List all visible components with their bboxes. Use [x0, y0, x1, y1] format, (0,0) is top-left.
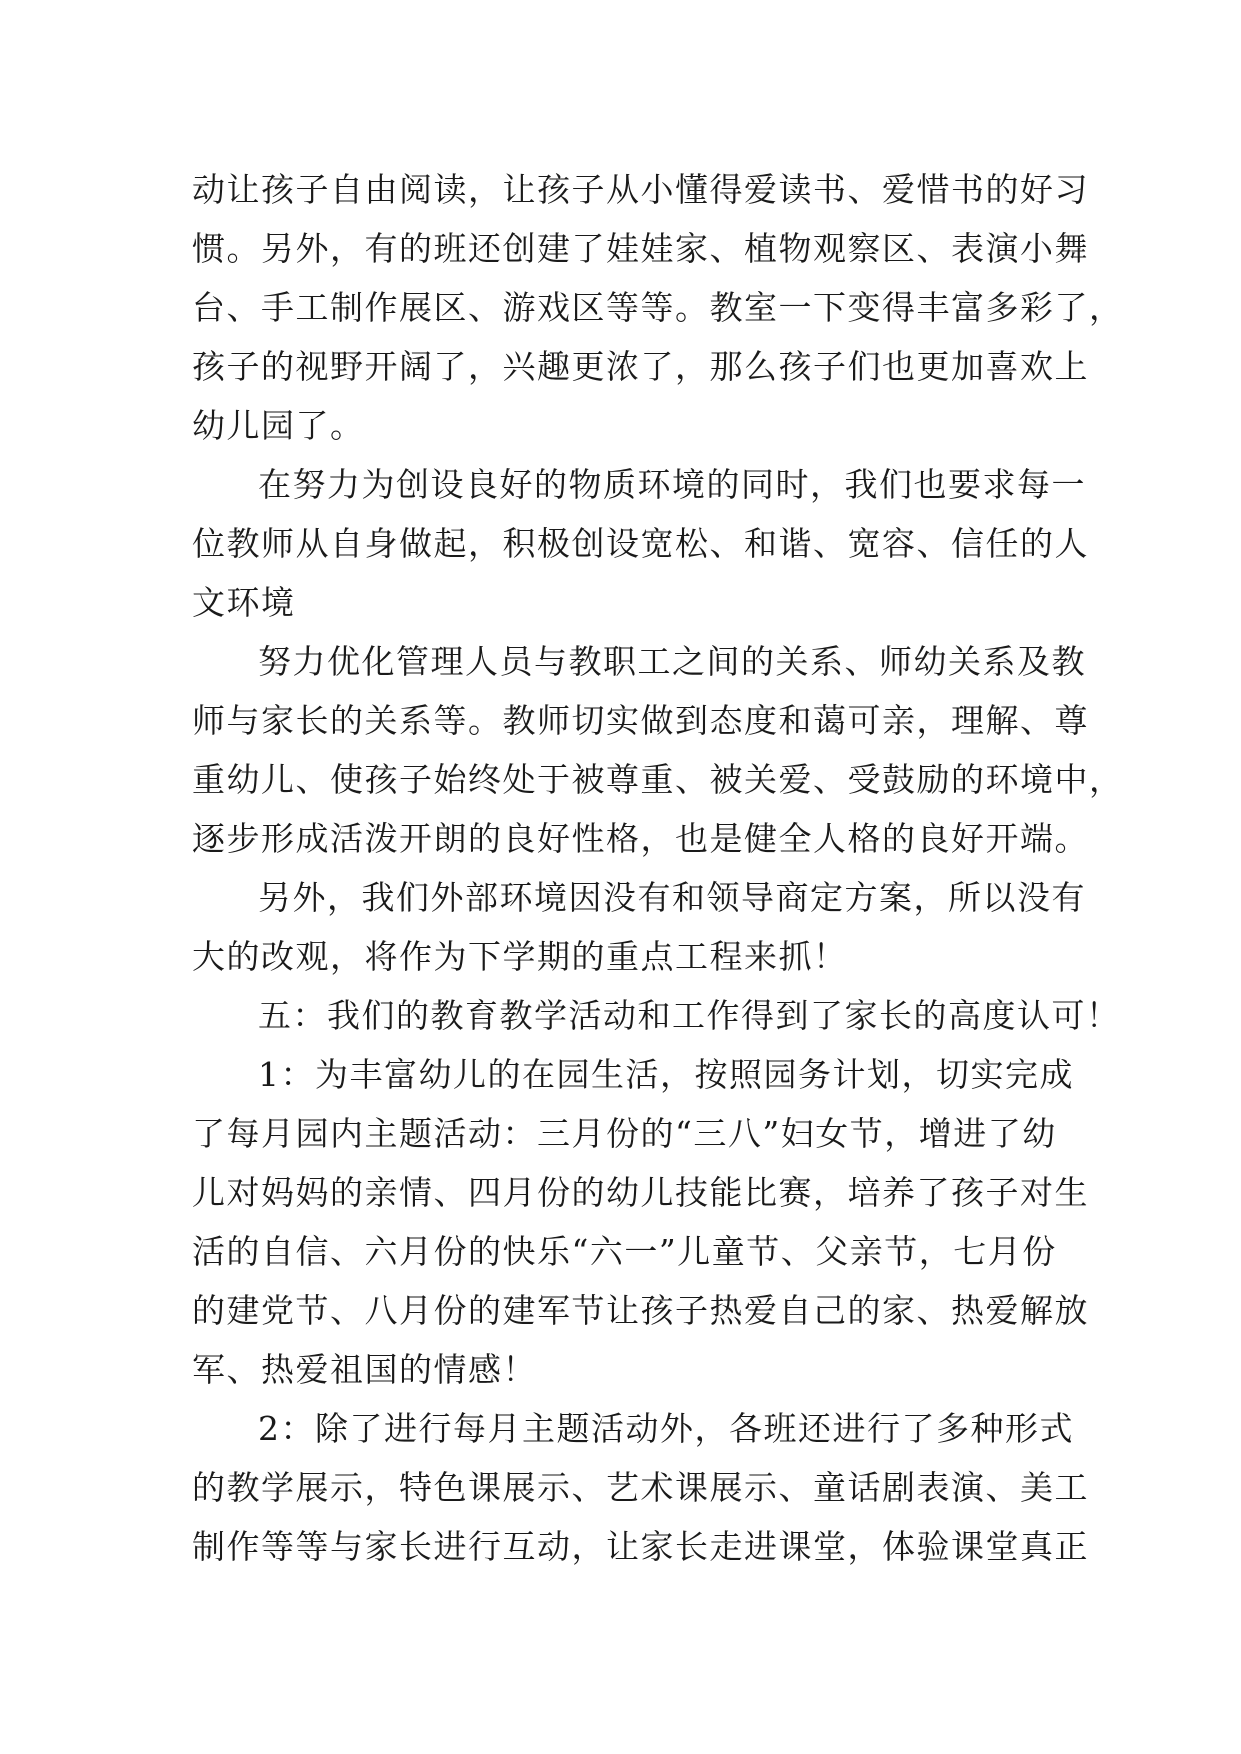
paragraph-item-2 [192, 1399, 1089, 1576]
text-line: 动让孩子自由阅读，让孩子从小懂得爱读书、爱惜书的好习 [192, 170, 1089, 209]
text-line: 在努力为创设良好的物质环境的同时，我们也要求每一 [258, 465, 1086, 504]
text-line: 惯。另外，有的班还创建了娃娃家、植物观察区、表演小舞 [192, 229, 1089, 268]
paragraph-relationships [192, 632, 1124, 868]
text-line: 的教学展示，特色课展示、艺术课展示、童话剧表演、美工 [192, 1468, 1089, 1507]
section-heading-five [192, 986, 1121, 1045]
paragraph-item-1 [192, 1045, 1089, 1399]
text-line: 了每月园内主题活动：三月份的“三八”妇女节，增进了幼 [192, 1114, 1057, 1153]
text-line: 活的自信、六月份的快乐“六一”儿童节、父亲节，七月份 [192, 1232, 1057, 1271]
text-line: 大的改观，将作为下学期的重点工程来抓！ [192, 937, 848, 976]
text-line: 位教师从自身做起，积极创设宽松、和谐、宽容、信任的人 [192, 524, 1089, 563]
text-line: 儿对妈妈的亲情、四月份的幼儿技能比赛，培养了孩子对生 [192, 1173, 1089, 1212]
text-line: 另外，我们外部环境因没有和领导商定方案，所以没有 [258, 878, 1086, 917]
text-line: 1：为丰富幼儿的在园生活，按照园务计划，切实完成 [258, 1055, 1074, 1094]
text-line: 2：除了进行每月主题活动外，各班还进行了多种形式 [258, 1409, 1074, 1448]
text-line: 军、热爱祖国的情感！ [192, 1350, 537, 1389]
text-line: 努力优化管理人员与教职工之间的关系、师幼关系及教 [258, 642, 1086, 681]
paragraph-reading-habits [192, 160, 1124, 455]
text-line: 孩子的视野开阔了，兴趣更浓了，那么孩子们也更加喜欢上 [192, 347, 1089, 386]
text-line: 台、手工制作展区、游戏区等等。教室一下变得丰富多彩了， [192, 288, 1124, 327]
text-line: 逐步形成活泼开朗的良好性格，也是健全人格的良好开端。 [192, 819, 1089, 858]
text-line: 重幼儿、使孩子始终处于被尊重、被关爱、受鼓励的环境中， [192, 760, 1124, 799]
text-line: 文环境 [192, 583, 296, 622]
paragraph-external-environment [192, 868, 1086, 986]
paragraph-physical-environment [192, 455, 1089, 632]
document-body [192, 160, 1124, 1576]
text-line: 制作等等与家长进行互动，让家长走进课堂，体验课堂真正 [192, 1527, 1089, 1566]
text-line: 师与家长的关系等。教师切实做到态度和蔼可亲，理解、尊 [192, 701, 1089, 740]
section-heading: 五：我们的教育教学活动和工作得到了家长的高度认可！ [258, 996, 1121, 1035]
text-line: 的建党节、八月份的建军节让孩子热爱自己的家、热爱解放 [192, 1291, 1089, 1330]
text-line: 幼儿园了。 [192, 406, 365, 445]
